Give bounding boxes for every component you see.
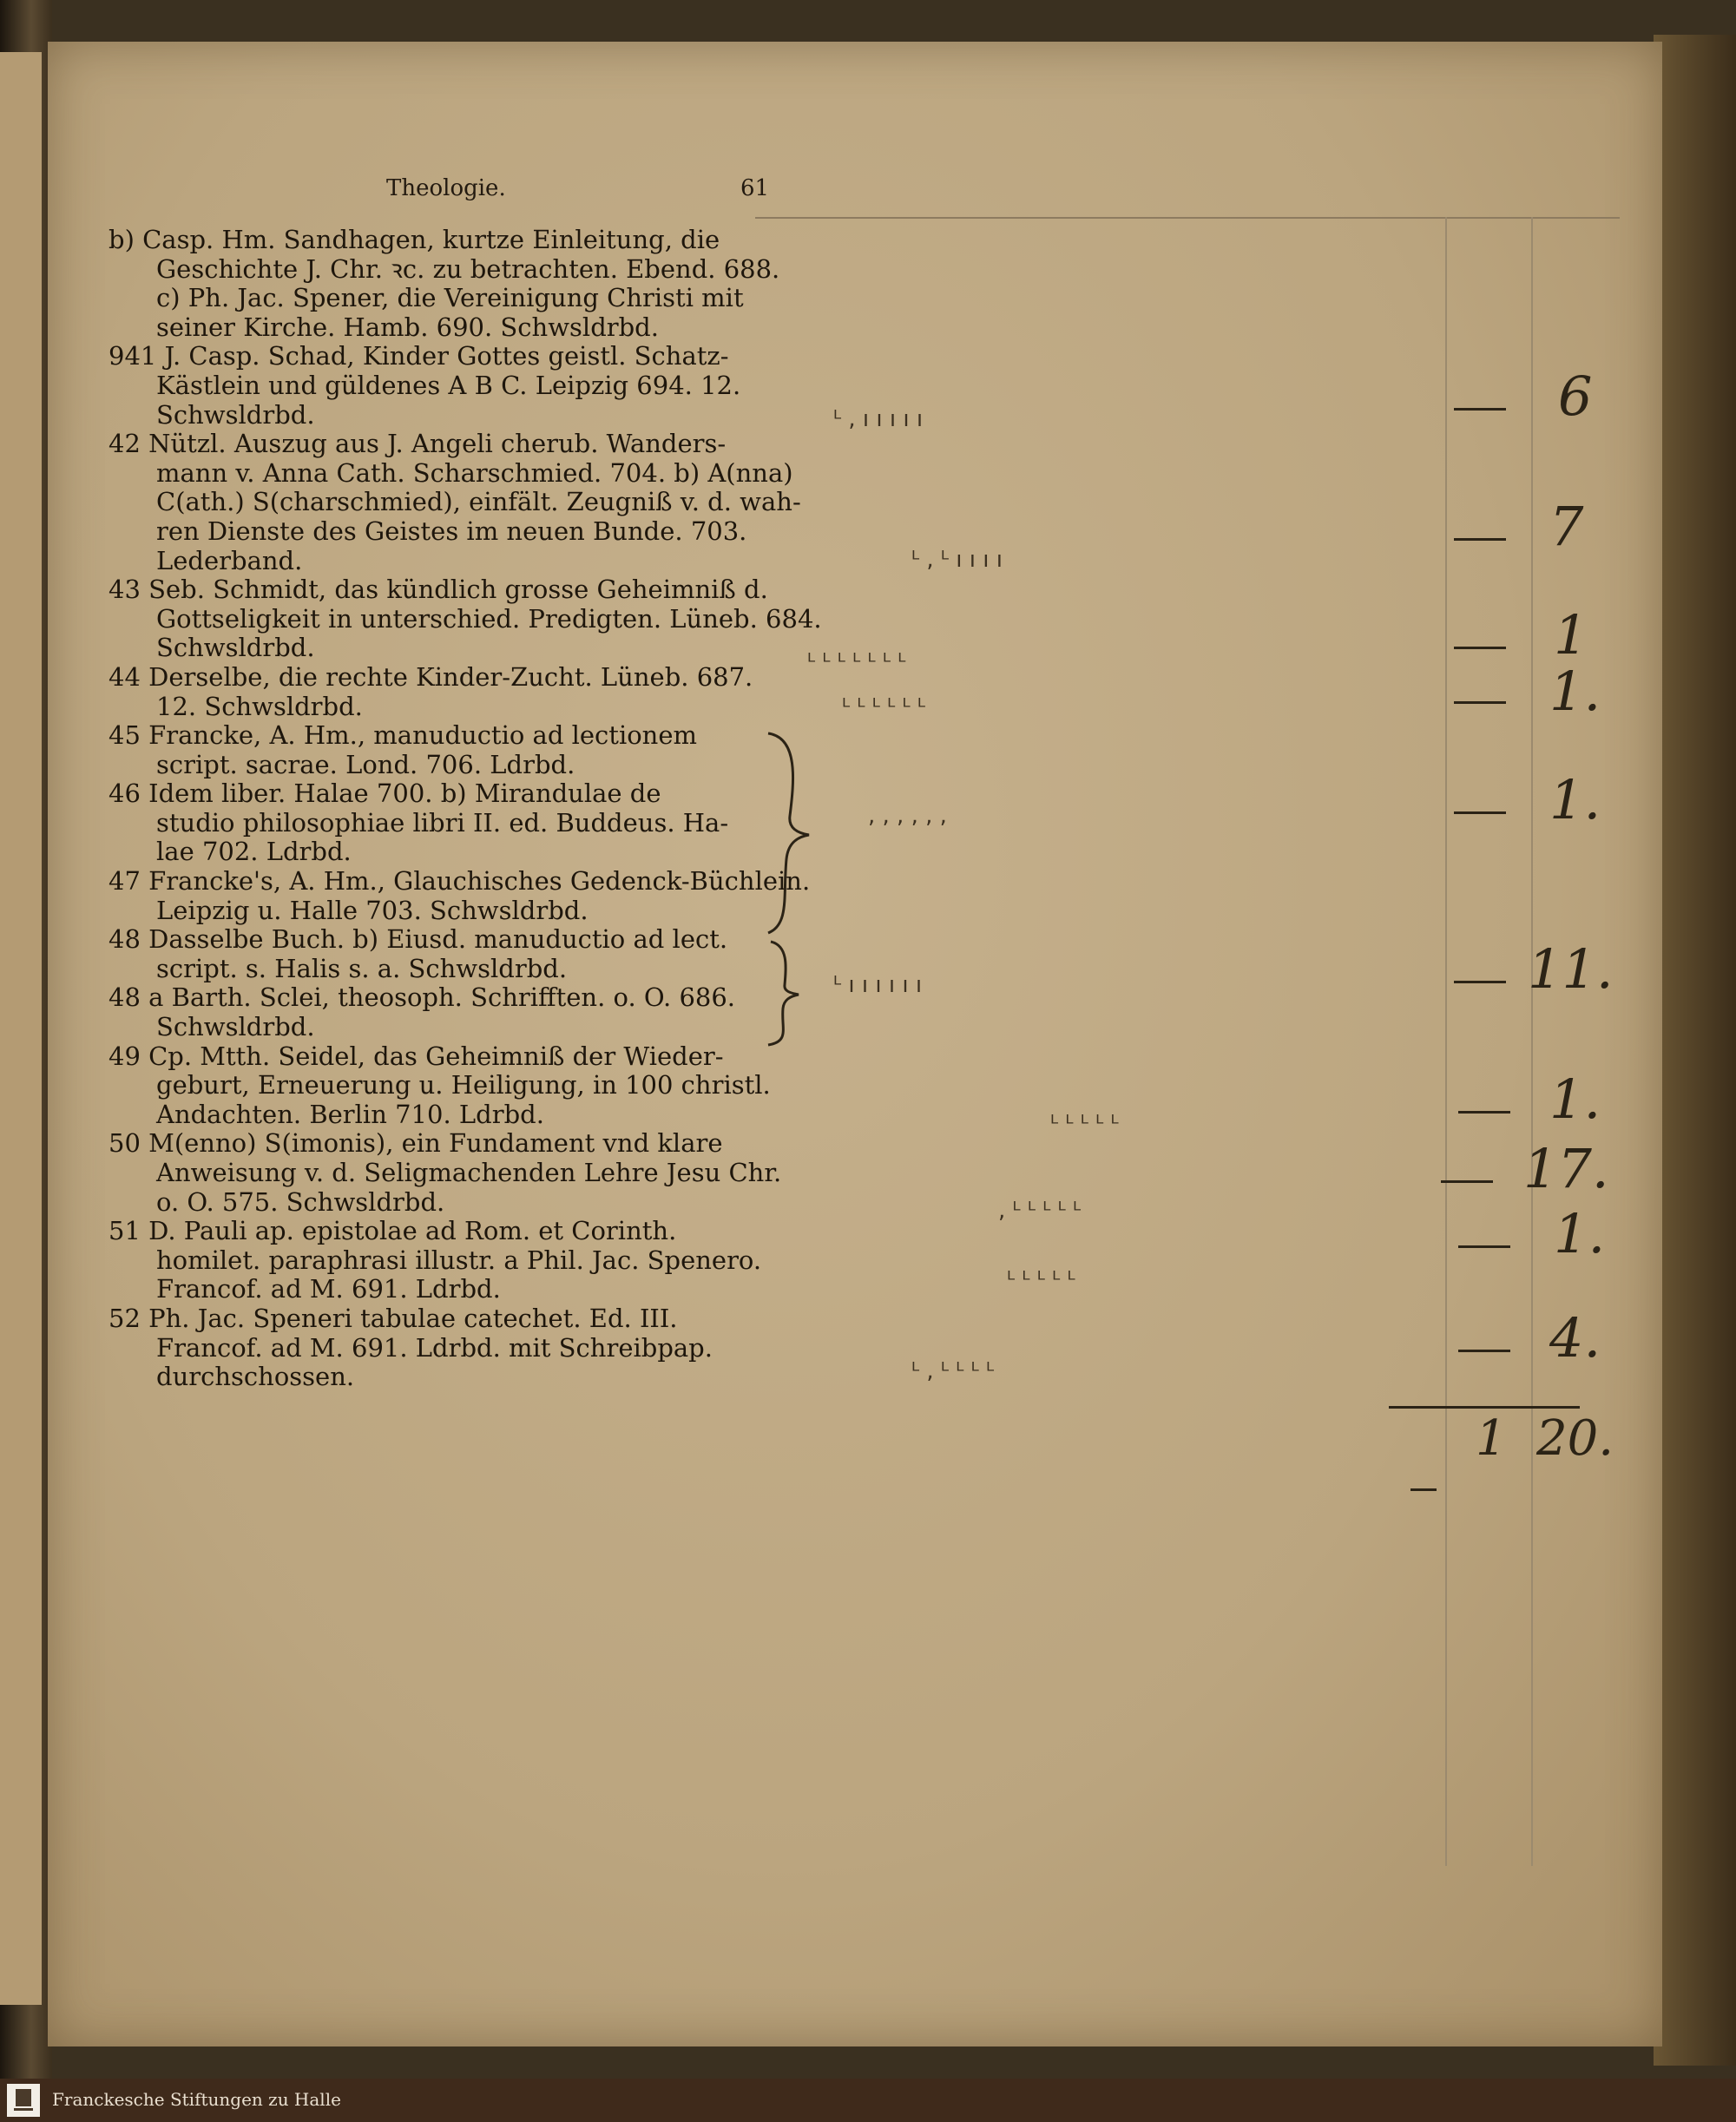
- price-dash: [1458, 1245, 1510, 1248]
- price-43: 1: [1554, 603, 1588, 667]
- price-50: 17.: [1523, 1137, 1609, 1200]
- entry-line: b) Casp. Hm. Sandhagen, kurtze Einleitung, die: [108, 225, 720, 254]
- ledger-ticks-49: ᴸ ᴸ ᴸ ᴸ ᴸ: [1050, 1111, 1119, 1137]
- catalogue-entry: [108, 983, 777, 1041]
- ledger-ticks-50: , ᴸ ᴸ ᴸ ᴸ ᴸ: [998, 1198, 1082, 1224]
- entry-line: lae 702. Ldrbd.: [156, 837, 352, 867]
- page-number: 61: [740, 175, 770, 201]
- entry-line: script. sacrae. Lond. 706. Ldrbd.: [156, 749, 575, 779]
- entry-line: script. s. Halis s. a. Schwsldrbd.: [156, 953, 568, 983]
- entry-line: Francof. ad M. 691. Ldrbd. mit Schreibpap.: [156, 1332, 713, 1363]
- price-941: 6: [1558, 365, 1593, 428]
- price-52: 4.: [1549, 1306, 1601, 1370]
- page-header-title: Theologie.: [386, 175, 506, 201]
- entry-line: 49 Cp. Mtth. Seidel, das Geheimniß der Wieder-: [108, 1041, 724, 1071]
- entry-line: c) Ph. Jac. Spener, die Vereinigung Christi mit: [156, 283, 744, 313]
- brace-45-47: [764, 729, 816, 937]
- ledger-ticks-43: ᴸ ᴸ ᴸ ᴸ ᴸ ᴸ ᴸ: [807, 649, 906, 675]
- price-dash: [1454, 701, 1506, 704]
- price-dash: [1454, 538, 1506, 541]
- entry-line: Geschichte J. Chr. ꝛc. zu betrachten. Ebend. 688.: [156, 253, 780, 284]
- entry-line: 43 Seb. Schmidt, das kündlich grosse Geheimniß d.: [108, 575, 768, 605]
- entry-line: Andachten. Berlin 710. Ldrbd.: [156, 1099, 544, 1129]
- price-49: 1.: [1549, 1068, 1601, 1131]
- entry-line: C(ath.) S(charschmied), einfält. Zeugniß v. d. wah-: [156, 487, 801, 517]
- entry-line: Leipzig u. Halle 703. Schwsldrbd.: [156, 895, 589, 925]
- footer-institution: Franckesche Stiftungen zu Halle: [52, 2089, 341, 2110]
- entry-line: Schwsldrbd.: [156, 1012, 315, 1042]
- entry-line: geburt, Erneuerung u. Heiligung, in 100 christl.: [156, 1070, 771, 1100]
- catalogue-entry: [108, 1217, 777, 1304]
- sum-mark: [1410, 1488, 1437, 1491]
- entry-line: durchschossen.: [156, 1362, 355, 1392]
- entry-line: Gottseligkeit in unterschied. Predigten. Lüneb. 684.: [156, 603, 822, 634]
- entry-line: 44 Derselbe, die rechte Kinder-Zucht. Lüneb. 687.: [108, 661, 753, 692]
- price-dash: [1458, 1350, 1510, 1352]
- price-dash: [1458, 1111, 1510, 1114]
- entry-line: 48 Dasselbe Buch. b) Eiusd. manuductio ad lect.: [108, 924, 728, 955]
- price-48: 11.: [1528, 937, 1614, 1001]
- ledger-ticks-51: ᴸ ᴸ ᴸ ᴸ ᴸ: [1007, 1267, 1075, 1293]
- catalogue-entry: [108, 866, 811, 925]
- price-42: 7: [1549, 495, 1584, 558]
- entry-line: Schwsldrbd.: [156, 633, 315, 663]
- catalogue-entry: [108, 925, 777, 983]
- sum-line: [1389, 1406, 1580, 1409]
- catalogue-entry: [108, 1042, 777, 1130]
- price-dash: [1454, 647, 1506, 649]
- price-45-47: 1.: [1549, 768, 1601, 831]
- price-dash: [1454, 408, 1506, 411]
- entry-line: Francof. ad M. 691. Ldrbd.: [156, 1274, 501, 1304]
- catalogue-entry: [108, 429, 801, 575]
- entry-line: 42 Nützl. Auszug aus J. Angeli cherub. Wanders-: [108, 429, 727, 459]
- entry-line: 941 J. Casp. Schad, Kinder Gottes geistl. Schatz-: [108, 341, 729, 371]
- ruled-header-line: [755, 217, 1620, 219]
- footer-bar: [0, 2079, 1736, 2122]
- ledger-ticks-42: ᴸ , ᴸ ı ı ı ı: [911, 547, 1003, 573]
- entry-line: mann v. Anna Cath. Scharschmied. 704. b) A(nna): [156, 457, 793, 488]
- entry-line: homilet. paraphrasi illustr. a Phil. Jac. Spenero.: [156, 1245, 762, 1275]
- catalogue-text: [108, 225, 822, 1392]
- entry-line: 12. Schwsldrbd.: [156, 691, 363, 721]
- catalogue-entry: [108, 663, 777, 721]
- ledger-ticks-46: , , , , , ,: [868, 803, 947, 829]
- entry-line: Kästlein und güldenes A B C. Leipzig 694. 12.: [156, 370, 741, 400]
- institution-logo-icon: [7, 2084, 40, 2117]
- total-minor: 20.: [1536, 1410, 1614, 1467]
- ledger-ticks-44: ᴸ ᴸ ᴸ ᴸ ᴸ ᴸ: [842, 694, 926, 720]
- total-major: 1: [1476, 1410, 1507, 1467]
- price-dash: [1454, 981, 1506, 983]
- catalogue-entry: [108, 225, 780, 342]
- ruled-column-line-1: [1445, 217, 1447, 1866]
- entry-line: Schwsldrbd.: [156, 399, 315, 430]
- entry-line: seiner Kirche. Hamb. 690. Schwsldrbd.: [156, 312, 659, 342]
- catalogue-entry: [108, 575, 822, 663]
- cover-edge: [1654, 35, 1736, 2066]
- price-dash: [1454, 811, 1506, 814]
- entry-line: studio philosophiae libri II. ed. Buddeus. Ha-: [156, 807, 729, 838]
- entry-line: 51 D. Pauli ap. epistolae ad Rom. et Corinth.: [108, 1216, 677, 1246]
- ledger-ticks-941: ᴸ , ı ı ı ı ı: [833, 406, 924, 432]
- entry-line: 46 Idem liber. Halae 700. b) Mirandulae de: [108, 779, 661, 809]
- catalogue-entry: [108, 1128, 782, 1217]
- entry-line: ren Dienste des Geistes im neuen Bunde. 703.: [156, 516, 747, 546]
- previous-page-edge: [0, 52, 42, 2005]
- entry-line: 45 Francke, A. Hm., manuductio ad lectionem: [108, 720, 698, 751]
- catalogue-entry: [108, 1304, 777, 1392]
- entry-line: 48 a Barth. Sclei, theosoph. Schrifften. o. O. 686.: [108, 982, 736, 1013]
- entry-line: 47 Francke's, A. Hm., Glauchisches Gedenck-Büchlein.: [108, 866, 811, 897]
- brace-48: [764, 937, 807, 1050]
- ruled-column-line-2: [1531, 217, 1533, 1866]
- ledger-ticks-48: ᴸ ı ı ı ı ı ı: [833, 972, 923, 998]
- entry-line: Lederband.: [156, 545, 303, 575]
- price-51: 1.: [1554, 1202, 1606, 1265]
- entry-line: 50 M(enno) S(imonis), ein Fundament vnd klare: [108, 1128, 723, 1159]
- entry-line: 52 Ph. Jac. Speneri tabulae catechet. Ed. III.: [108, 1303, 678, 1333]
- entry-line: o. O. 575. Schwsldrbd.: [156, 1186, 445, 1217]
- catalogue-entry: [108, 342, 777, 430]
- ledger-ticks-52: ᴸ , ᴸ ᴸ ᴸ ᴸ: [911, 1358, 995, 1384]
- catalogue-entry: [108, 721, 777, 779]
- catalogue-entry: [108, 779, 777, 867]
- price-dash: [1441, 1180, 1493, 1183]
- price-44: 1.: [1549, 660, 1601, 723]
- entry-line: Anweisung v. d. Seligmachenden Lehre Jesu Chr.: [156, 1158, 782, 1187]
